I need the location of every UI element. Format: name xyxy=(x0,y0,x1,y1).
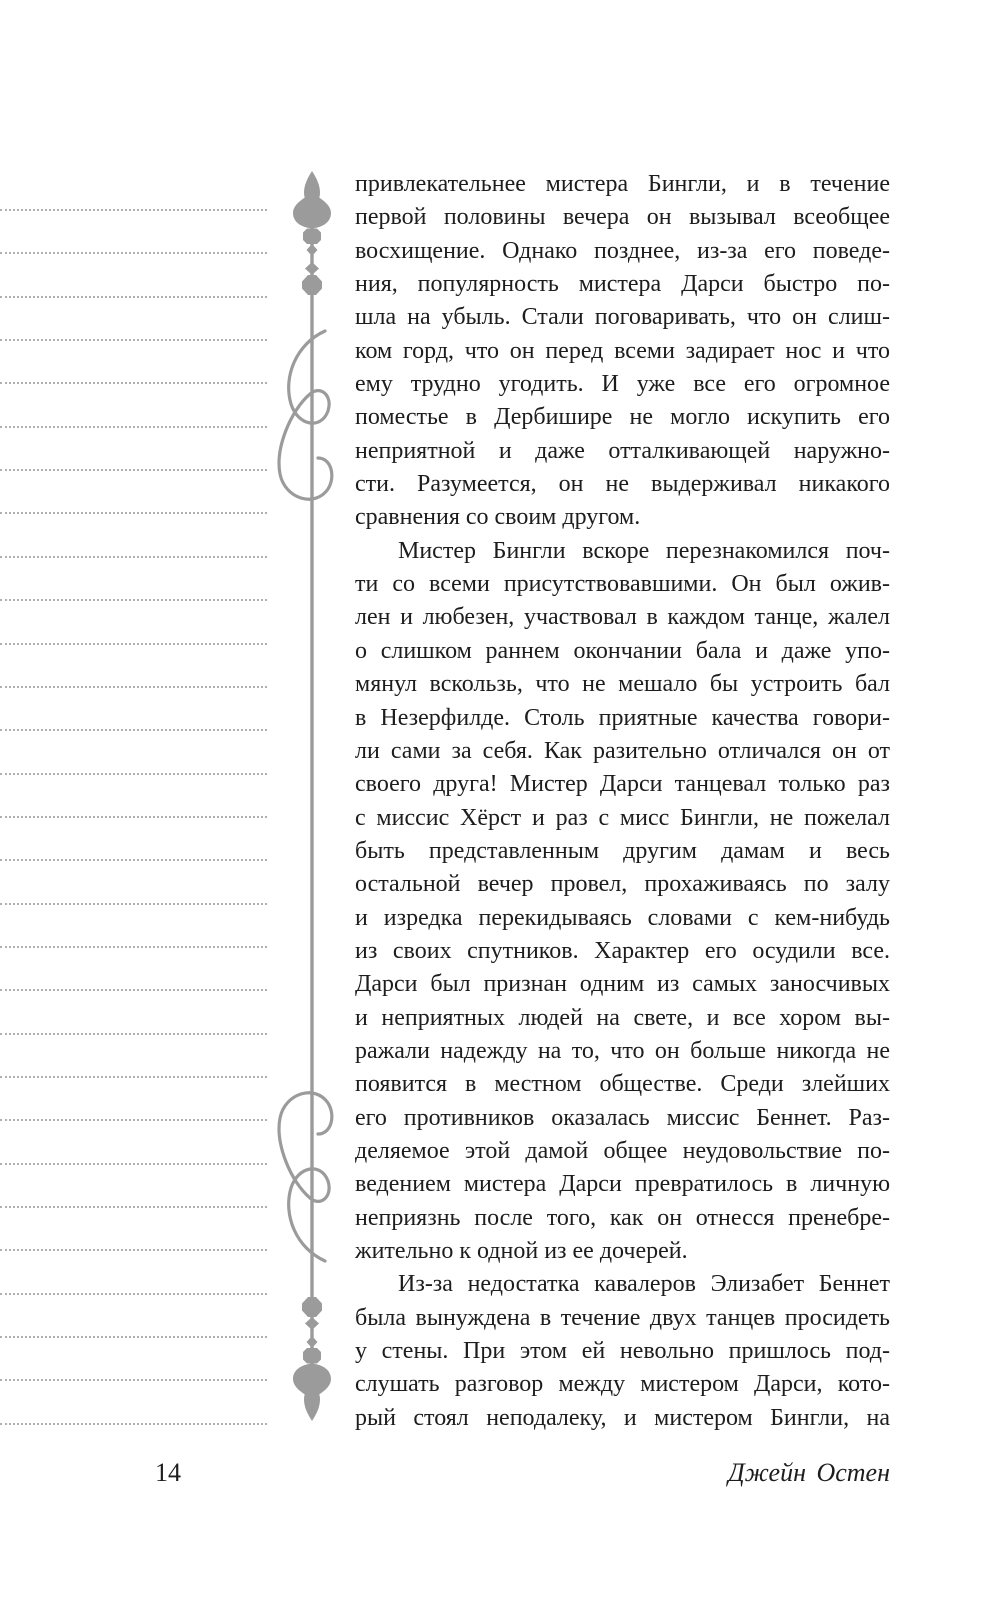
ruled-line xyxy=(0,1423,267,1425)
text-line: его противников оказалась миссис Беннет. Раз- xyxy=(355,1104,890,1131)
text-line: сравнения со своим другом. xyxy=(355,504,641,531)
ruled-line xyxy=(0,599,267,601)
text-line: Из-за недостатка кавалеров Элизабет Беннет xyxy=(398,1271,890,1298)
text-line: в Незерфилде. Столь приятные качества говори- xyxy=(355,704,890,731)
text-line: первой половины вечера он вызывал всеобщее xyxy=(355,204,890,231)
text-line: ему трудно угодить. И уже все его огромное xyxy=(355,371,890,398)
text-line: быть представленным другим дамам и весь xyxy=(355,837,890,864)
ruled-line xyxy=(0,1163,267,1165)
ruled-line xyxy=(0,1033,267,1035)
text-column xyxy=(355,168,890,1435)
text-line: из своих спутников. Характер его осудили все. xyxy=(355,937,890,964)
text-line: рый стоял неподалеку, и мистером Бингли, на xyxy=(355,1404,890,1431)
text-line: и неприятных людей на свете, и все хором вы- xyxy=(355,1004,890,1031)
text-line: остальной вечер провел, прохаживаясь по залу xyxy=(355,871,890,898)
ruled-line xyxy=(0,252,267,254)
ruled-line xyxy=(0,859,267,861)
text-line: жительно к одной из ее дочерей. xyxy=(355,1238,688,1264)
ruled-line xyxy=(0,773,267,775)
text-line: привлекательнее мистера Бингли, и в течение xyxy=(355,171,890,197)
ruled-line xyxy=(0,296,267,298)
ruled-line xyxy=(0,1336,267,1338)
text-line: ражали надежду на то, что он больше никогда не xyxy=(355,1037,890,1064)
text-line: восхищение. Однако позднее, из-за его поведе- xyxy=(355,237,890,264)
text-line: сти. Разумеется, он не выдерживал никакого xyxy=(355,471,890,498)
text-line: с миссис Хёрст и раз с мисс Бингли, не пожелал xyxy=(355,804,890,831)
text-line: неприятной и даже отталкивающей наружно- xyxy=(355,437,890,464)
ornament-bottom-half-icon xyxy=(279,1093,332,1421)
text-line: ти со всеми присутствовавшими. Он был ожив- xyxy=(355,571,890,598)
ruled-line xyxy=(0,1249,267,1251)
text-line: ния, популярность мистера Дарси быстро по- xyxy=(355,271,890,298)
ruled-line xyxy=(0,816,267,818)
ruled-line xyxy=(0,1293,267,1295)
text-line: деляемое этой дамой общее неудовольствие по- xyxy=(355,1137,890,1164)
ruled-line xyxy=(0,426,267,428)
text-line: Мистер Бингли вскоре перезнакомился поч- xyxy=(398,537,890,564)
ruled-line xyxy=(0,686,267,688)
ruled-line xyxy=(0,643,267,645)
text-line: лен и любезен, участвовал в каждом танце, жалел xyxy=(355,604,890,631)
text-line: поместье в Дербишире не могло искупить его xyxy=(355,404,890,431)
text-line: и изредка перекидываясь словами с кем-нибудь xyxy=(355,904,890,931)
text-line: Дарси был признан одним из самых заносчивых xyxy=(355,971,890,998)
ruled-line xyxy=(0,1206,267,1208)
text-line: своего друга! Мистер Дарси танцевал только раз xyxy=(355,771,890,798)
ruled-line xyxy=(0,209,267,211)
ruled-line xyxy=(0,1119,267,1121)
text-line: шла на убыль. Стали поговаривать, что он слиш- xyxy=(355,304,890,331)
ruled-line xyxy=(0,946,267,948)
vertical-ornament-icon xyxy=(270,165,354,1427)
ruled-line xyxy=(0,339,267,341)
text-line: появится в местном обществе. Среди злейших xyxy=(355,1071,890,1098)
text-line: мянул вскользь, что не мешало бы устроить бал xyxy=(355,671,890,698)
ruled-line xyxy=(0,1076,267,1078)
page-footer xyxy=(155,1458,890,1488)
text-line: о слишком раннем окончании бала и даже упо- xyxy=(355,637,890,664)
ruled-line xyxy=(0,1379,267,1381)
page-number: 14 xyxy=(155,1458,181,1487)
text-line: у стены. При этом ей невольно пришлось под- xyxy=(355,1338,890,1365)
ruled-line xyxy=(0,469,267,471)
text-line: неприязнь после того, как он отнесся пренебре- xyxy=(355,1204,890,1231)
text-line: была вынуждена в течение двух танцев просидеть xyxy=(355,1304,890,1331)
running-footer-author: Джейн Остен xyxy=(728,1458,890,1487)
text-line: слушать разговор между мистером Дарси, кото- xyxy=(355,1371,890,1398)
text-line: ли сами за себя. Как разительно отличался он от xyxy=(355,737,890,764)
ruled-line xyxy=(0,729,267,731)
ruled-line xyxy=(0,989,267,991)
ruled-line xyxy=(0,512,267,514)
margin-ruled-lines xyxy=(0,0,267,1616)
ruled-line xyxy=(0,556,267,558)
ruled-line xyxy=(0,903,267,905)
text-line: ком горд, что он перед всеми задирает нос и что xyxy=(355,337,890,364)
text-line: ведением мистера Дарси превратилось в личную xyxy=(355,1171,890,1198)
ornament-top-half-icon xyxy=(279,171,332,499)
ruled-line xyxy=(0,382,267,384)
